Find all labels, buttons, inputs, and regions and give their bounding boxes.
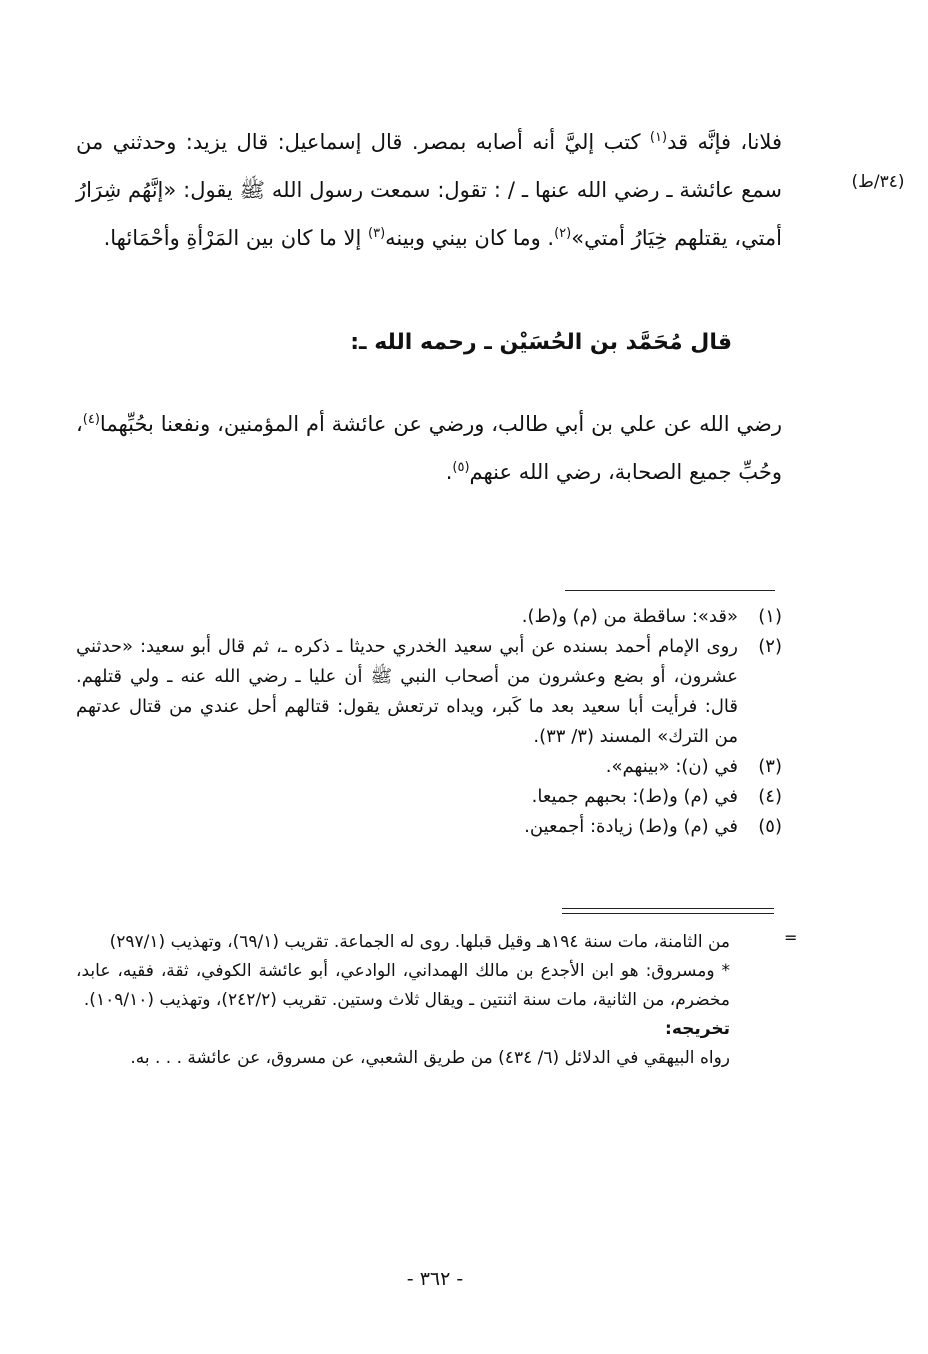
masruq-biography: * ومسروق: هو ابن الأجدع بن مالك الهمداني، الوادعي، أبو عائشة الكوفي، ثقة، فقيه، عابد، مخضرم، من الثانية، مات سنة اثنتين ـ ويقال ثلاث وستين. تقريب (٢٤٢/٢)، وتهذيب (١٠٩/١٠).	[76, 961, 730, 1010]
footnote-ref-3: (٣)	[368, 226, 386, 241]
footnote-ref-2: (٢)	[554, 226, 572, 241]
takhrij-heading: تخريجه:	[665, 1019, 730, 1039]
footnote	[76, 602, 782, 632]
continued-note-paragraph: من الثامنة، مات سنة ١٩٤هـ وقيل قبلها. روى له الجماعة. تقريب (٦٩/١)، وتهذيب (٢٩٧/١)	[109, 932, 730, 952]
footnote-text: في (م) و(ط) زيادة: أجمعين.	[524, 816, 738, 837]
footnotes	[76, 602, 782, 842]
footnote-separator	[565, 590, 775, 591]
footnote-number: (٢)	[758, 636, 782, 657]
margin-manuscript-reference: (٣٤/ط)	[851, 172, 905, 192]
footnote	[76, 812, 782, 842]
takhrij-text: رواه البيهقي في الدلائل (٦/ ٤٣٤) من طريق الشعبي، عن مسروق، عن عائشة . . . به.	[130, 1048, 730, 1068]
footnote-text: في (ن): «بينهم».	[605, 756, 738, 777]
section-heading: قال مُحَمَّد بن الحُسَيْن ـ رحمه الله ـ:	[350, 330, 732, 355]
continuation-mark: =	[784, 928, 798, 947]
footnote	[76, 632, 782, 752]
footnote	[76, 752, 782, 782]
main-text	[76, 118, 782, 262]
footnote-number: (٣)	[758, 756, 782, 777]
footnote-text: روى الإمام أحمد بسنده عن أبي سعيد الخدري حديثا ـ ذكره ـ، ثم قال أبو سعيد: «حدثني عشرون، أو بضع وعشرون من أصحاب النبي ﷺ أن عليا ـ رضي الله عنه ـ ولي قتلهم. قال: فرأيت أبا سعيد بعد ما كَبر، ويداه ترتعش يقول: قتالهم أحل عندي من قتال عدتهم من الترك» المسند (٣/ ٣٣).	[76, 636, 738, 747]
footnote-ref-5: (٥)	[452, 460, 470, 475]
main-paragraph-2: رضي الله عن علي بن أبي طالب، ورضي عن عائشة أم المؤمنين، ونفعنا بحُبِّهما$^{(٤)}$، وحُبِّ جميع الصحابة، رضي الله عنهم$^{(٥)}$.	[76, 412, 782, 484]
footnote-text: في (م) و(ط): بحبهم جميعا.	[531, 786, 738, 807]
footnote-number: (١)	[758, 606, 782, 627]
footnote-ref-4: (٤)	[82, 412, 100, 427]
footnote-double-separator	[562, 908, 774, 914]
page-number: - ٣٦٢ -	[406, 1268, 464, 1290]
footnote	[76, 782, 782, 812]
footnote-text: «قد»: ساقطة من (م) و(ط).	[521, 606, 738, 627]
continued-footnote-block	[76, 928, 730, 1073]
footnote-number: (٤)	[758, 786, 782, 807]
footnote-ref-1: (١)	[649, 130, 668, 145]
main-paragraph-1: فلانا، فإنَّه قد$^{(١)}$ كتب إليَّ أنه أصابه بمصر. قال إسماعيل: قال يزيد: وحدثني من سمع عائشة ـ رضي الله عنها ـ / : تقول: سمعت رسول الله ﷺ يقول: «إنَّهُم شِرَارُ أمتي، يقتلهم خِيَارُ أمتي»$^{(٢)}$. وما كان بيني وبينه$^{(٣)}$ إلا ما كان بين المَرْأةِ وأحْمَائها.	[76, 130, 782, 250]
footnote-number: (٥)	[758, 816, 782, 837]
